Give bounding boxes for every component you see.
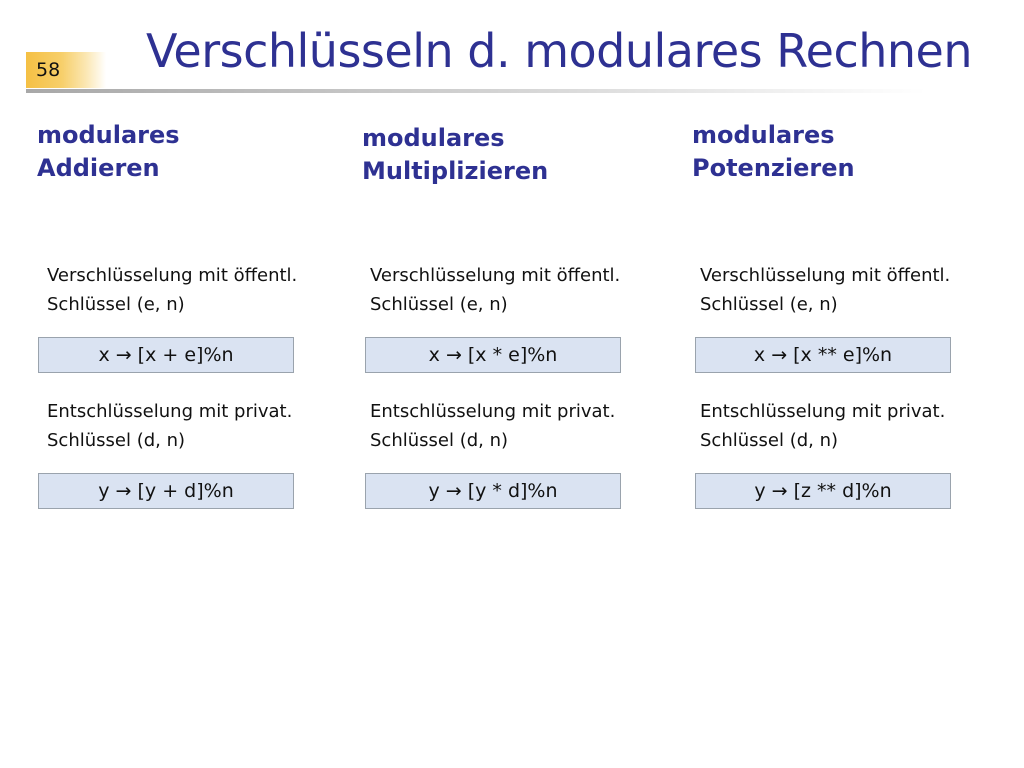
encrypt-formula-potenzieren: x → [x ** e]%n	[695, 337, 951, 373]
decrypt-text-multiplizieren: Entschlüsselung mit privat. Schlüssel (d, n)	[370, 401, 616, 451]
heading-multiplizieren: modulares Multiplizieren	[362, 124, 549, 185]
decrypt-formula-potenzieren: y → [z ** d]%n	[695, 473, 951, 509]
heading-potenzieren: modulares Potenzieren	[692, 121, 855, 182]
encrypt-text-potenzieren: Verschlüsselung mit öffentl. Schlüssel (e, n)	[700, 265, 951, 315]
encrypt-text-addieren: Verschlüsselung mit öffentl. Schlüssel (e, n)	[47, 265, 298, 315]
heading-addieren: modulares Addieren	[37, 121, 180, 182]
decrypt-text-potenzieren: Entschlüsselung mit privat. Schlüssel (d, n)	[700, 401, 946, 451]
page-number-badge	[26, 52, 106, 88]
encrypt-text-multiplizieren: Verschlüsselung mit öffentl. Schlüssel (e, n)	[370, 265, 621, 315]
decrypt-formula-addieren: y → [y + d]%n	[38, 473, 294, 509]
encrypt-formula-addieren: x → [x + e]%n	[38, 337, 294, 373]
decrypt-formula-multiplizieren: y → [y * d]%n	[365, 473, 621, 509]
page-number: 58	[36, 59, 61, 81]
encrypt-formula-multiplizieren: x → [x * e]%n	[365, 337, 621, 373]
decrypt-text-addieren: Entschlüsselung mit privat. Schlüssel (d, n)	[47, 401, 293, 451]
title-underline	[26, 89, 926, 93]
slide-title: Verschlüsseln d. modulares Rechnen	[146, 24, 973, 78]
